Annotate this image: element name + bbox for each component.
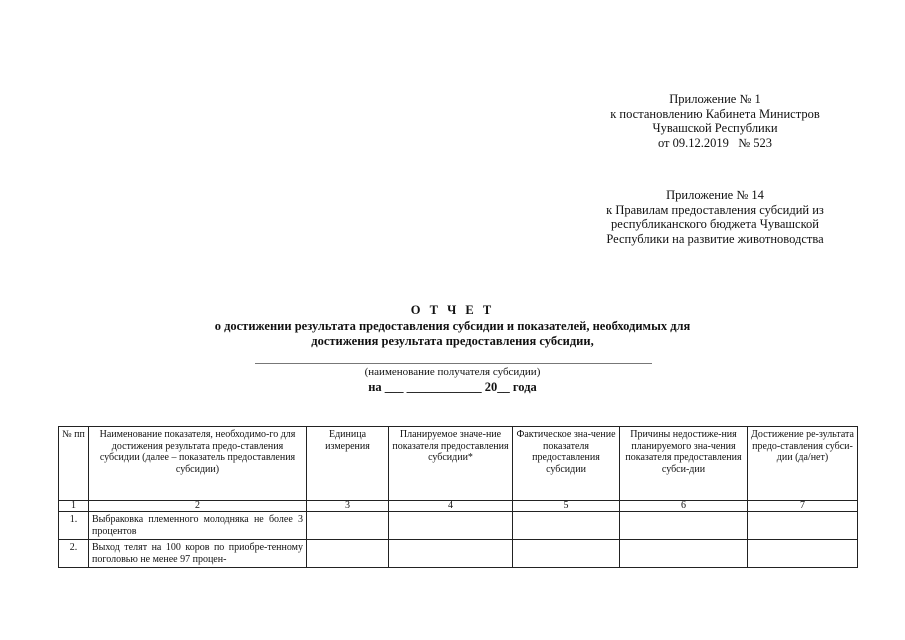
column-number: 1 <box>59 501 89 512</box>
header-achievement: Достижение ре-зультата предо-ставления субси-дии (да/нет) <box>748 427 858 501</box>
appendix-14-line: Приложение № 14 <box>666 188 764 202</box>
column-number: 2 <box>89 501 307 512</box>
column-number: 4 <box>389 501 513 512</box>
appendix-1-line: к постановлению Кабинета Министров <box>610 106 820 121</box>
column-numbers-row <box>59 501 858 512</box>
row-number: 2. <box>59 540 89 568</box>
header-reasons: Причины недостиже-ния планируемого зна-чения показателя предоставления субси-дии <box>620 427 748 501</box>
row-reasons-cell[interactable] <box>620 540 748 568</box>
appendix-1-line: от 09.12.2019 № 523 <box>657 135 773 150</box>
recipient-name-line <box>255 363 652 364</box>
row-unit-cell[interactable] <box>307 512 389 540</box>
table-row <box>59 540 858 568</box>
report-period: на ___ ____________ 20__ года <box>368 380 537 394</box>
indicators-table <box>58 426 858 568</box>
report-subtitle-line: достижения результата предоставления субсидии, <box>311 334 594 348</box>
header-actual-value: Фактическое зна-чение показателя предоставления субсидии <box>513 427 620 501</box>
header-unit: Единица измерения <box>307 427 389 501</box>
column-number: 5 <box>513 501 620 512</box>
appendix-14-line: Республики на развитие животноводства <box>606 231 824 246</box>
header-planned-value: Планируемое значе-ние показателя предоставления субсидии* <box>389 427 513 501</box>
column-number: 3 <box>307 501 389 512</box>
report-subtitle-line: о достижении результата предоставления субсидии и показателей, необходимых для <box>214 319 691 333</box>
column-number: 6 <box>620 501 748 512</box>
column-number: 7 <box>748 501 858 512</box>
report-subtitle <box>0 319 905 349</box>
recipient-note: (наименование получателя субсидии) <box>364 366 541 378</box>
header-indicator-name: Наименование показателя, необходимо-го для достижения результата предо-ставления субсидии (далее – показатель предоставления субсидии) <box>89 427 307 501</box>
row-planned-cell[interactable] <box>389 512 513 540</box>
row-unit-cell[interactable] <box>307 540 389 568</box>
table-row <box>59 512 858 540</box>
row-achievement-cell[interactable] <box>748 540 858 568</box>
header-number: № пп <box>59 427 89 501</box>
row-actual-cell[interactable] <box>513 512 620 540</box>
row-achievement-cell[interactable] <box>748 512 858 540</box>
row-number: 1. <box>59 512 89 540</box>
row-indicator-name: Выбраковка племенного молодняка не более 3 процентов <box>89 512 307 540</box>
report-title: О Т Ч Е Т <box>410 303 495 317</box>
appendix-1-line: Приложение № 1 <box>669 92 761 106</box>
row-reasons-cell[interactable] <box>620 512 748 540</box>
appendix-14-line: к Правилам предоставления субсидий из <box>606 202 824 217</box>
appendix-14-line: республиканского бюджета Чувашской <box>611 217 819 231</box>
appendix-1-line: Чувашской Республики <box>652 121 778 135</box>
row-planned-cell[interactable] <box>389 540 513 568</box>
row-indicator-name: Выход телят на 100 коров по приобре-тенному поголовью не менее 97 процен- <box>89 540 307 568</box>
appendix-1-block <box>570 92 860 150</box>
row-actual-cell[interactable] <box>513 540 620 568</box>
appendix-14-block <box>570 188 860 246</box>
